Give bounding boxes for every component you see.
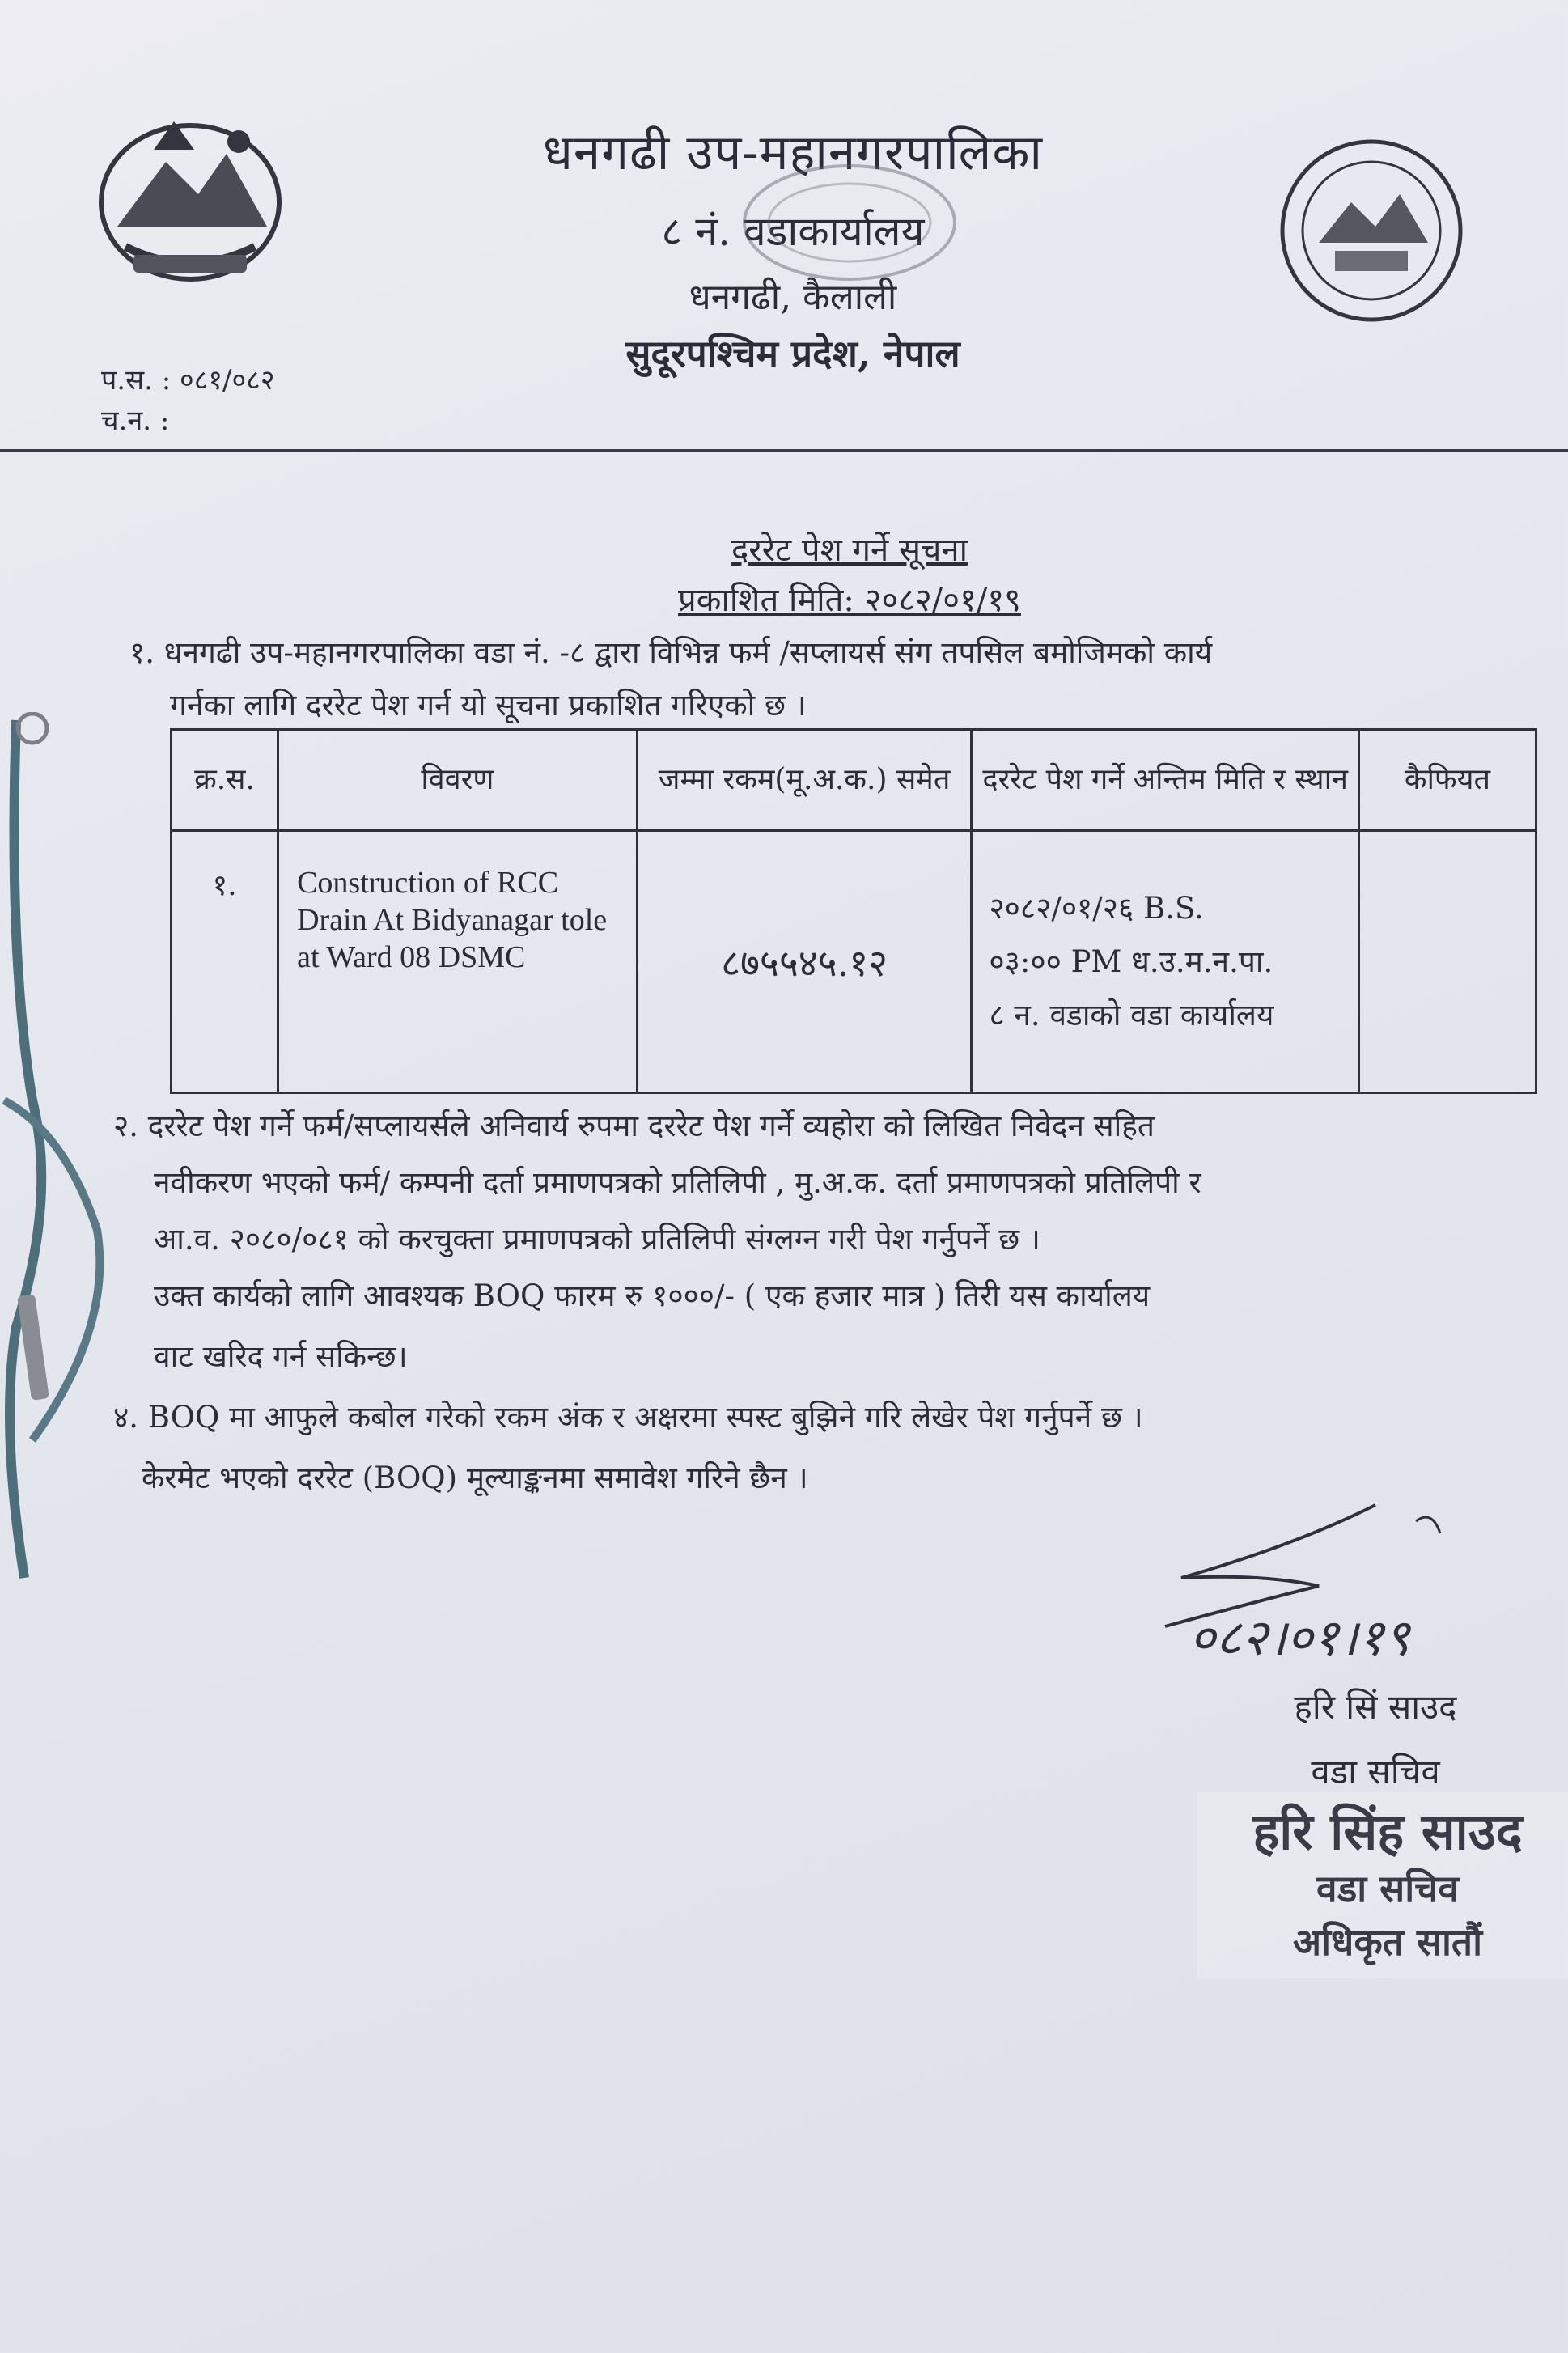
header-deadline: दररेट पेश गर्ने अन्तिम मिति र स्थान: [972, 730, 1359, 831]
file-tag-thread-icon: [0, 712, 129, 1586]
cell-amount: ८७५५४५.१२: [637, 831, 972, 1093]
deadline-date: २०८२/०१/२६ B.S.: [989, 890, 1204, 926]
condition-line-6: ४. BOQ मा आफुले कबोल गरेको रकम अंक र अक्षरमा स्पस्ट बुझिने गरि लेखेर पेश गर्नुपर्ने छ ।: [113, 1400, 1143, 1435]
condition-line-7: केरमेट भएको दररेट (BOQ) मूल्याङ्कनमा समावेश गरिने छैन ।: [142, 1461, 808, 1495]
condition-line-4: उक्त कार्यको लागि आवश्यक BOQ फारम रु १०००/- ( एक हजार मात्र ) तिरी यस कार्यालय: [154, 1278, 1151, 1313]
deadline-office: ८ न. वडाको वडा कार्यालय: [989, 997, 1274, 1032]
stamp-rank: अधिकृत सातौं: [1292, 1920, 1483, 1964]
condition-line-5: वाट खरिद गर्न सकिन्छ।: [154, 1339, 408, 1374]
signer-post: वडा सचिव: [1311, 1752, 1440, 1791]
cell-description: Construction of RCC Drain At Bidyanagar tole at Ward 08 DSMC: [278, 831, 638, 1093]
ward-office-name: ८ नं. वडाकार्यालय: [661, 208, 925, 255]
reference-number: प.स. : ०८१/०८२: [101, 364, 275, 396]
published-date: प्रकाशित मिति: २०८२/०१/१९: [678, 582, 1021, 619]
condition-line-2: नवीकरण भएको फर्म/ कम्पनी दर्ता प्रमाणपत्रको प्रतिलिपी , मु.अ.क. दर्ता प्रमाणपत्रको प्रतिलिपी र: [154, 1165, 1201, 1200]
notice-title: दररेट पेश गर्ने सूचना: [731, 532, 968, 569]
header-amount: जम्मा रकम(मू.अ.क.) समेत: [637, 730, 972, 831]
dispatch-number: च.न. :: [101, 405, 170, 437]
table-row: [172, 831, 1536, 1093]
handwritten-signature: [1133, 1489, 1505, 1675]
signer-name: हरि सिं साउद: [1294, 1687, 1457, 1727]
city-name: धनगढी, कैलाली: [689, 277, 897, 318]
table-header-row: [172, 730, 1536, 831]
cell-remarks: [1358, 831, 1536, 1093]
condition-line-1: २. दररेट पेश गर्ने फर्म/सप्लायर्सले अनिवार्य रुपमा दररेट पेश गर्ने व्यहोरा को लिखित निवेदन सहित: [113, 1109, 1155, 1143]
header-sn: क्र.स.: [172, 730, 278, 831]
header-description: विवरण: [278, 730, 638, 831]
handwritten-date: ०८२।०१।१९: [1189, 1608, 1410, 1667]
cell-deadline: [972, 831, 1359, 1093]
paragraph-1-line-2: गर्नका लागि दररेट पेश गर्न यो सूचना प्रकाशित गरिएको छ ।: [170, 688, 807, 723]
province-name: सुदूरपश्चिम प्रदेश, नेपाल: [625, 332, 960, 375]
boq-table: [170, 728, 1537, 1094]
nepal-emblem-icon: [77, 105, 303, 307]
condition-line-3: आ.व. २०८०/०८१ को करचुक्ता प्रमाणपत्रको प्रतिलिपी संग्लग्न गरी पेश गर्नुपर्ने छ ।: [154, 1222, 1040, 1257]
paragraph-1-line-1: १. धनगढी उप-महानगरपालिका वडा नं. -८ द्वारा विभिन्न फर्म /सप्लायर्स संग तपसिल बमोजिमको कार्य: [129, 635, 1213, 670]
stamp-name: हरि सिंह साउद: [1252, 1802, 1523, 1861]
cell-sn: १.: [172, 831, 278, 1093]
header-remarks: कैफियत: [1358, 730, 1536, 831]
organization-name: धनगढी उप-महानगरपालिका: [543, 125, 1043, 181]
office-stamp-icon: [728, 154, 971, 291]
deadline-time-place: ०३:०० PM ध.उ.म.न.पा.: [989, 943, 1273, 979]
stamp-post: वडा सचिव: [1316, 1867, 1459, 1910]
ward-seal-icon: [1270, 138, 1473, 324]
header-divider: [0, 449, 1568, 452]
